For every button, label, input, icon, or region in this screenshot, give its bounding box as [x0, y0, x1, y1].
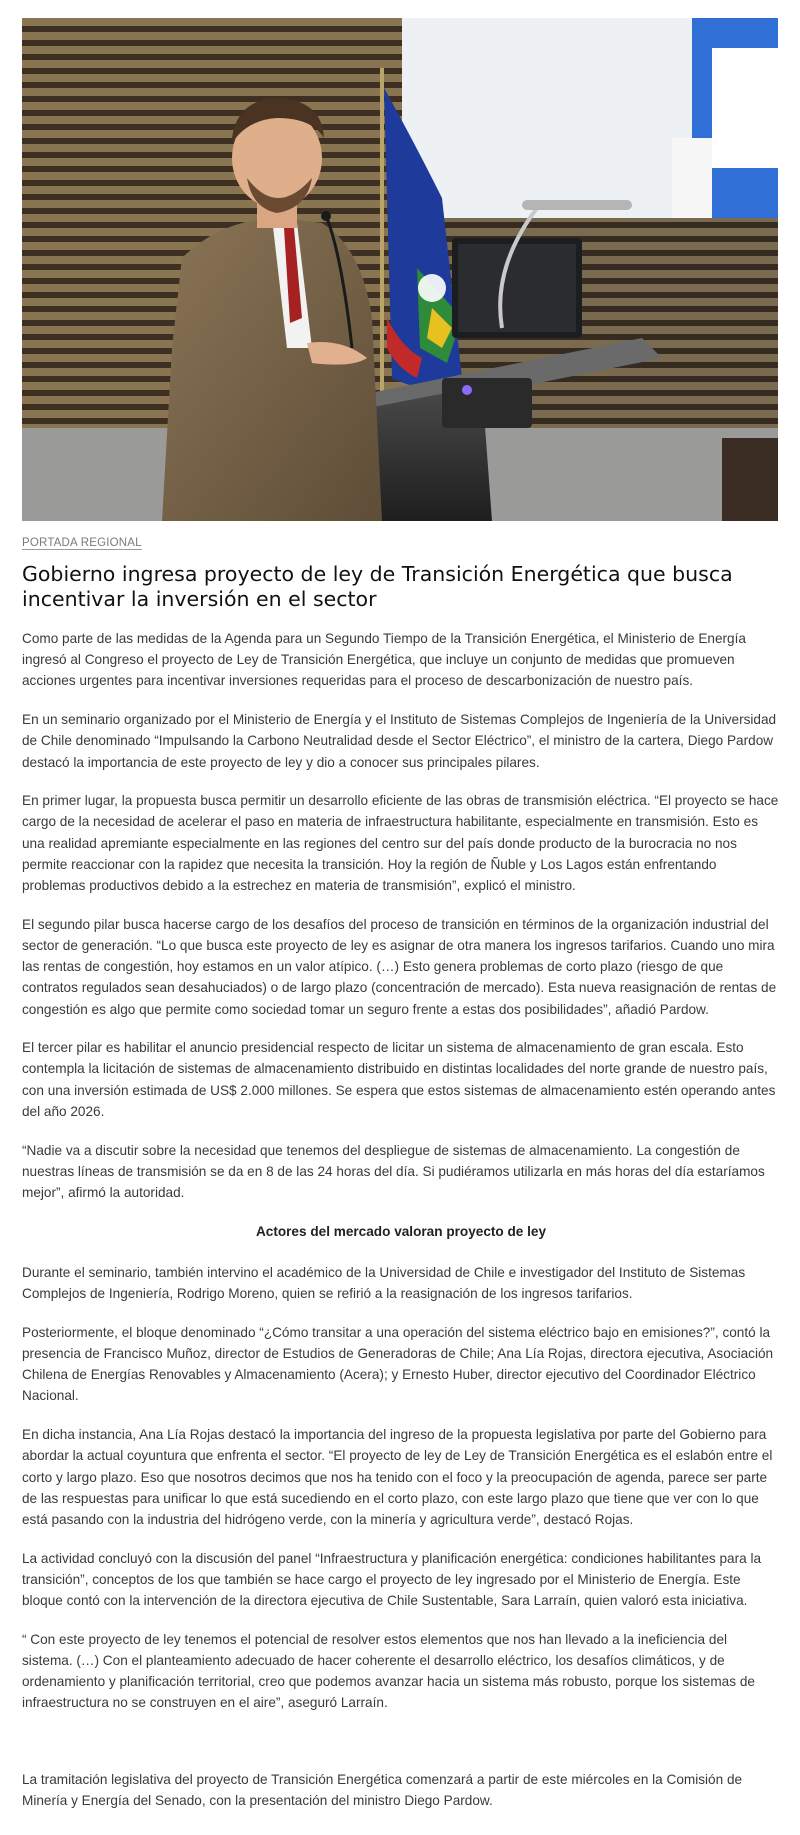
- article-body: [22, 628, 780, 1828]
- paragraph-2: En un seminario organizado por el Ministerio de Energía y el Instituto de Sistemas Complejos de Ingeniería de la Universidad de Chile denominado “Impulsando la Carbono Neutralidad desde el Sector Eléctrico”, el ministro de la cartera, Diego Pardow destacó la importancia de este proyecto de ley y dio a conocer sus principales pilares.: [22, 712, 777, 770]
- paragraph-8: Posteriormente, el bloque denominado “¿Cómo transitar a una operación del sistema eléctrico bajo en emisiones?”, contó la presencia de Francisco Muñoz, director de Estudios de Generadoras de Chile; Ana Lía Rojas, directora ejecutiva, Asociación Chilena de Energías Renovables y Almacenamiento (Acera); y Ernesto Huber, director ejecutivo del Coordinador Eléctrico Nacional.: [22, 1324, 774, 1404]
- section-subheading: Actores del mercado valoran proyecto de ley: [255, 1223, 547, 1239]
- paragraph-11: “ Con este proyecto de ley tenemos el potencial de resolver estos elementos que nos han llevado a la ineficiencia del sistema. (…) Con el planteamiento adecuado de hacer coherente el desarrollo eléctrico, los desafíos climáticos, y de ordenamiento y planificación territorial, creo que podemos avanzar hacia un sistema más robusto, porque los sistemas de infraestructura no se construyen en el aire”, aseguró Larraín.: [22, 1631, 755, 1711]
- final-paragraph: La tramitación legislativa del proyecto de Transición Energética comenzará a partir de este miércoles en la Comisión de Minería y Energía del Senado, con la presentación del ministro Diego Pardow.: [22, 1771, 743, 1808]
- paragraph-1: Como parte de las medidas de la Agenda para un Segundo Tiempo de la Transición Energética, el Ministerio de Energía ingresó al Congreso el proyecto de Ley de Transición Energética, que incluye un conjunto de medidas que promueven acciones urgentes para incentivar inversiones requeridas para el proceso de descarbonización de nuestro país.: [22, 631, 746, 689]
- category-link[interactable]: PORTADA REGIONAL: [22, 537, 142, 549]
- article-hero-photo: [22, 18, 778, 521]
- paragraph-3: En primer lugar, la propuesta busca permitir un desarrollo eficiente de las obras de transmisión eléctrica. “El proyecto se hace cargo de la necesidad de acelerar el paso en materia de infraestructura habilitante, especialmente en transmisión. Esto es una realidad apremiante especialmente en las regiones del centro sur del país donde producto de la burocracia no nos permite reaccionar con la rapidez que necesita la transición. Hoy la región de Ñuble y Los Lagos están enfrentando problemas productivos debido a la estrechez en materia de transmisión”, explicó el ministro.: [22, 793, 779, 894]
- paragraph-10: La actividad concluyó con la discusión del panel “Infraestructura y planificación energética: condiciones habilitantes para la transición”, conceptos de los que también se hace cargo el proyecto de ley ingresado por el Ministerio de Energía. Este bloque contó con la intervención de la directora ejecutiva de Chile Sustentable, Sara Larraín, quien valoró esta iniciativa.: [22, 1550, 762, 1609]
- hero-photo-illustration: [22, 18, 778, 521]
- paragraph-6: “Nadie va a discutir sobre la necesidad que tenemos del despliegue de sistemas de almacenamiento. La congestión de nuestras líneas de transmisión se da en 8 de las 24 horas del día. Si pudiéramos utilizarla en más horas del día estaríamos mejor”, afirmó la autoridad.: [22, 1142, 765, 1200]
- paragraph-7: Durante el seminario, también intervino el académico de la Universidad de Chile e investigador del Instituto de Sistemas Complejos de Ingeniería, Rodrigo Moreno, quien se refirió a la reasignación de los ingresos tarifarios.: [22, 1264, 746, 1302]
- article-title: Gobierno ingresa proyecto de ley de Transición Energética que busca incentivar la inversión en el sector: [22, 562, 733, 611]
- paragraph-4: El segundo pilar busca hacerse cargo de los desafíos del proceso de transición en términos de la organización industrial del sector de generación. “Lo que busca este proyecto de ley es asignar de otra manera los ingresos tarifarios. Cuando uno mira las rentas de congestión, hoy estamos en un valor atípico. (…) Esto genera problemas de corto plazo (riesgo de que contratos regulados sean desahuciados) o de largo plazo (concentración de mercado). Esta nueva reasignación de rentas de congestión es algo que permite como sociedad tomar un seguro frente a estas dos posibilidades”, añadió Pardow.: [22, 916, 777, 1017]
- paragraph-5: El tercer pilar es habilitar el anuncio presidencial respecto de licitar un sistema de almacenamiento de gran escala. Esto contempla la licitación de sistemas de almacenamiento distribuido en distintas localidades del norte grande de nuestro país, con una inversión estimada de US$ 2.000 millones. Se espera que estos sistemas de almacenamiento estén operando antes del año 2026.: [22, 1040, 776, 1119]
- paragraph-9: En dicha instancia, Ana Lía Rojas destacó la importancia del ingreso de la propuesta legislativa por parte del Gobierno para abordar la actual coyuntura que enfrenta el sector. “El proyecto de ley de Ley de Transición Energética es el eslabón entre el corto y largo plazo. Eso que nosotros decimos que nos ha tenido con el foco y la preocupación de agenda, parece ser parte de las respuestas para unificar lo que está sucediendo en el corto plazo, con este largo plazo que tiene que ver con lo que está pasando con la industria del hidrógeno verde, con la minería y agricultura verde”, destacó Rojas.: [22, 1427, 773, 1527]
